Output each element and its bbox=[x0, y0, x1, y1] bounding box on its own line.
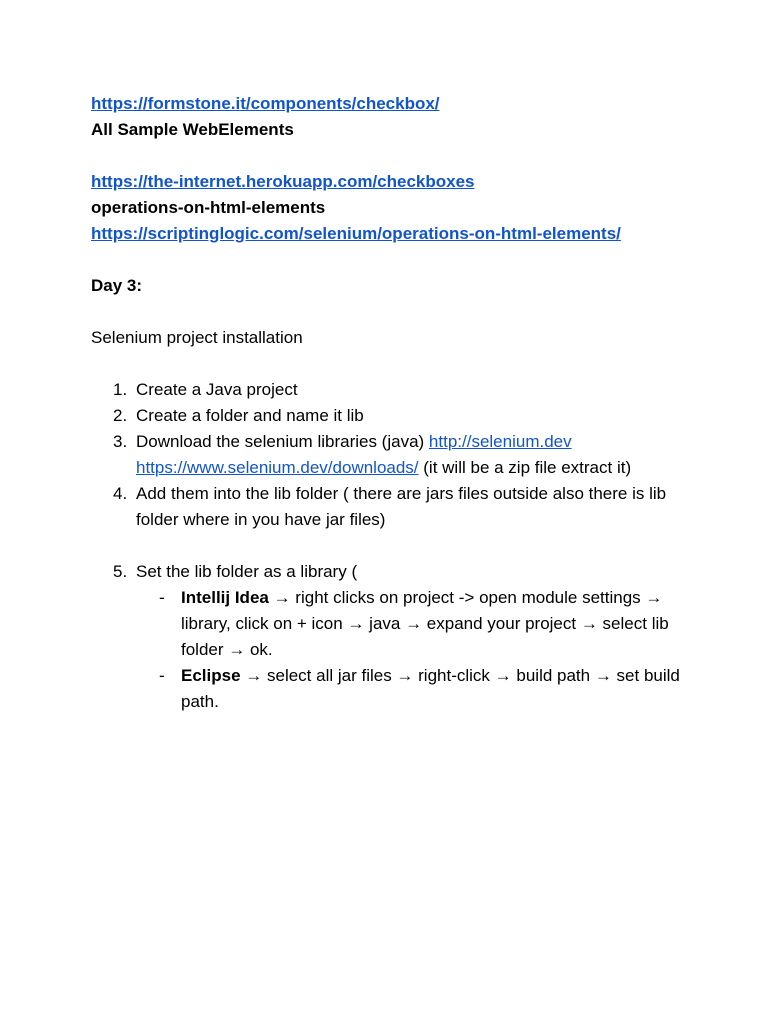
list-item-text: Download the selenium libraries (java) bbox=[136, 432, 429, 451]
selenium-downloads-link[interactable]: https://www.selenium.dev/downloads/ bbox=[136, 458, 419, 477]
operations-heading: operations-on-html-elements bbox=[91, 198, 326, 217]
steps-list-continued bbox=[91, 559, 711, 715]
formstone-link[interactable]: https://formstone.it/components/checkbox/ bbox=[91, 94, 440, 113]
steps-list bbox=[91, 377, 711, 533]
spacer bbox=[91, 247, 711, 273]
formstone-link-line bbox=[91, 91, 711, 117]
list-item bbox=[91, 481, 711, 533]
dash-marker: - bbox=[159, 666, 165, 685]
scriptinglogic-link[interactable]: https://scriptinglogic.com/selenium/operations-on-html-elements/ bbox=[91, 224, 621, 243]
list-item-text: Create a Java project bbox=[136, 380, 298, 399]
sublist-item-text: → right clicks on project -> open module settings → library, click on + icon → java → expand your project → select lib folder → ok. bbox=[181, 588, 669, 659]
sublist-item bbox=[136, 663, 711, 715]
list-number: 2. bbox=[113, 406, 128, 425]
spacer bbox=[91, 143, 711, 169]
ide-label: Eclipse bbox=[181, 666, 241, 685]
scriptinglogic-link-line bbox=[91, 221, 711, 247]
intro-text: Selenium project installation bbox=[91, 328, 303, 347]
all-sample-heading: All Sample WebElements bbox=[91, 120, 294, 139]
list-number: 5. bbox=[113, 562, 128, 581]
spacer bbox=[91, 533, 711, 559]
day-heading: Day 3: bbox=[91, 276, 143, 295]
dash-marker: - bbox=[159, 588, 165, 607]
document-content bbox=[91, 91, 711, 715]
list-item bbox=[91, 403, 711, 429]
ide-label: Intellij Idea bbox=[181, 588, 269, 607]
list-item bbox=[91, 429, 711, 481]
sublist-item-text: → select all jar files → right-click → build path → set build path. bbox=[181, 666, 680, 711]
herokuapp-link-line bbox=[91, 169, 711, 195]
substeps-list bbox=[136, 585, 711, 715]
list-item bbox=[91, 559, 711, 715]
list-number: 4. bbox=[113, 484, 128, 503]
list-number: 1. bbox=[113, 380, 128, 399]
selenium-dev-link[interactable]: http://selenium.dev bbox=[428, 432, 572, 451]
sublist-item bbox=[136, 585, 711, 663]
list-item bbox=[91, 377, 711, 403]
list-item-text: Add them into the lib folder ( there are jars files outside also there is lib folder where in you have jar files) bbox=[136, 484, 667, 529]
spacer bbox=[91, 351, 711, 377]
herokuapp-link[interactable]: https://the-internet.herokuapp.com/checkboxes bbox=[91, 172, 475, 191]
list-item-text: (it will be a zip file extract it) bbox=[418, 458, 632, 477]
list-item-text: Set the lib folder as a library ( bbox=[136, 562, 358, 581]
spacer bbox=[91, 299, 711, 325]
list-item-text: Create a folder and name it lib bbox=[136, 406, 364, 425]
list-number: 3. bbox=[113, 432, 128, 451]
